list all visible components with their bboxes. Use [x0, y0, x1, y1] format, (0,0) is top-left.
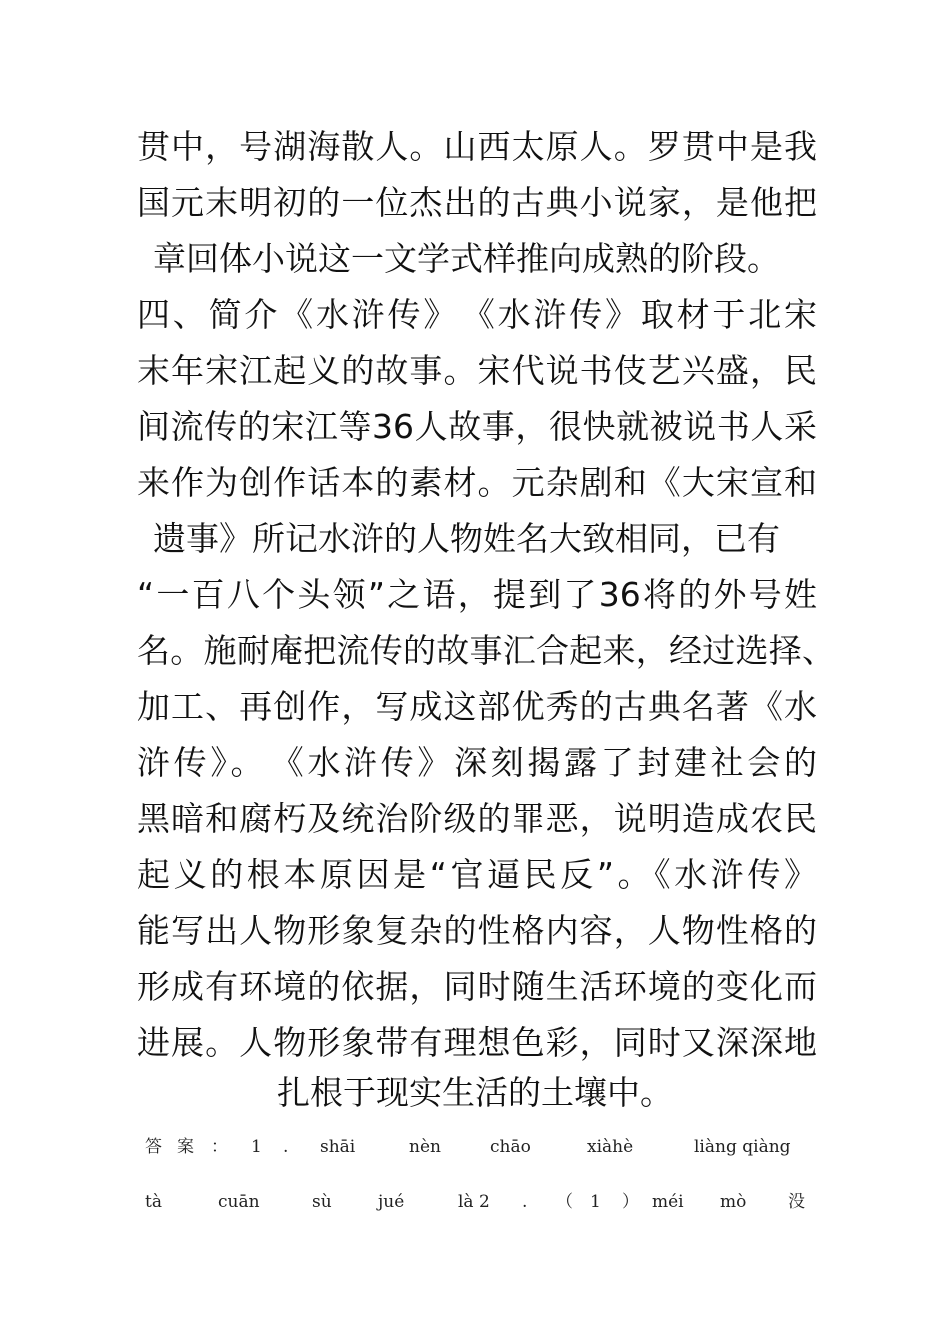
section-heading-line: 四、简介《水浒传》 《水浒传》取材于北宋: [137, 295, 817, 334]
answer-token: 1: [251, 1137, 262, 1157]
answer-token: sù: [312, 1192, 332, 1212]
paragraph-line: 间流传的宋江等36人故事，很快就被说书人采: [137, 407, 817, 446]
answer-token: 答: [145, 1137, 162, 1157]
answer-token: tà: [145, 1192, 162, 1212]
paragraph-line: 起义的根本原因是“官逼民反”。《水浒传》: [137, 855, 817, 894]
answer-token: 没: [788, 1192, 805, 1212]
answer-token: nèn: [409, 1137, 441, 1157]
answer-token: jué: [378, 1192, 405, 1212]
answer-token: là 2: [458, 1192, 490, 1212]
paragraph-line: 遗事》所记水浒的人物姓名大致相同，已有: [153, 519, 780, 558]
paragraph-line: 国元末明初的一位杰出的古典小说家，是他把: [137, 183, 817, 222]
answer-token: chāo: [490, 1137, 531, 1157]
answer-token: 案: [177, 1137, 194, 1157]
answer-token: liàng qiàng: [694, 1137, 791, 1157]
answer-token: mò: [720, 1192, 747, 1212]
answer-token: ）: [622, 1192, 639, 1212]
answer-token: （: [556, 1192, 573, 1212]
paragraph-line: 来作为创作话本的素材。元杂剧和《大宋宣和: [137, 463, 817, 502]
paragraph-line: “一百八个头领”之语，提到了36将的外号姓: [137, 575, 817, 614]
paragraph-line: 浒传》。 《水浒传》深刻揭露了封建社会的: [137, 743, 817, 782]
paragraph-line: 名。施耐庵把流传的故事汇合起来，经过选择、: [137, 631, 835, 670]
paragraph-line: 贯中，号湖海散人。山西太原人。罗贯中是我: [137, 127, 817, 166]
answer-token: shāi: [320, 1137, 356, 1157]
answer-token: .: [522, 1192, 528, 1212]
answer-token: xiàhè: [587, 1137, 634, 1157]
answer-token: cuān: [218, 1192, 260, 1212]
paragraph-line: 进展。人物形象带有理想色彩，同时又深深地: [137, 1023, 817, 1062]
paragraph-line: 末年宋江起义的故事。宋代说书伎艺兴盛，民: [137, 351, 817, 390]
answer-token: .: [283, 1137, 289, 1157]
paragraph-line: 形成有环境的依据，同时随生活环境的变化而: [137, 967, 817, 1006]
paragraph-line: 章回体小说这一文学式样推向成熟的阶段。: [153, 239, 780, 278]
paragraph-last-line: 扎根于现实生活的土壤中。: [277, 1073, 673, 1112]
answer-token: 1: [590, 1192, 601, 1212]
answer-token: méi: [652, 1192, 684, 1212]
paragraph-line: 加工、再创作，写成这部优秀的古典名著《水: [137, 687, 817, 726]
answer-token: ：: [211, 1137, 228, 1157]
paragraph-line: 黑暗和腐朽及统治阶级的罪恶，说明造成农民: [137, 799, 817, 838]
paragraph-line: 能写出人物形象复杂的性格内容，人物性格的: [137, 911, 817, 950]
